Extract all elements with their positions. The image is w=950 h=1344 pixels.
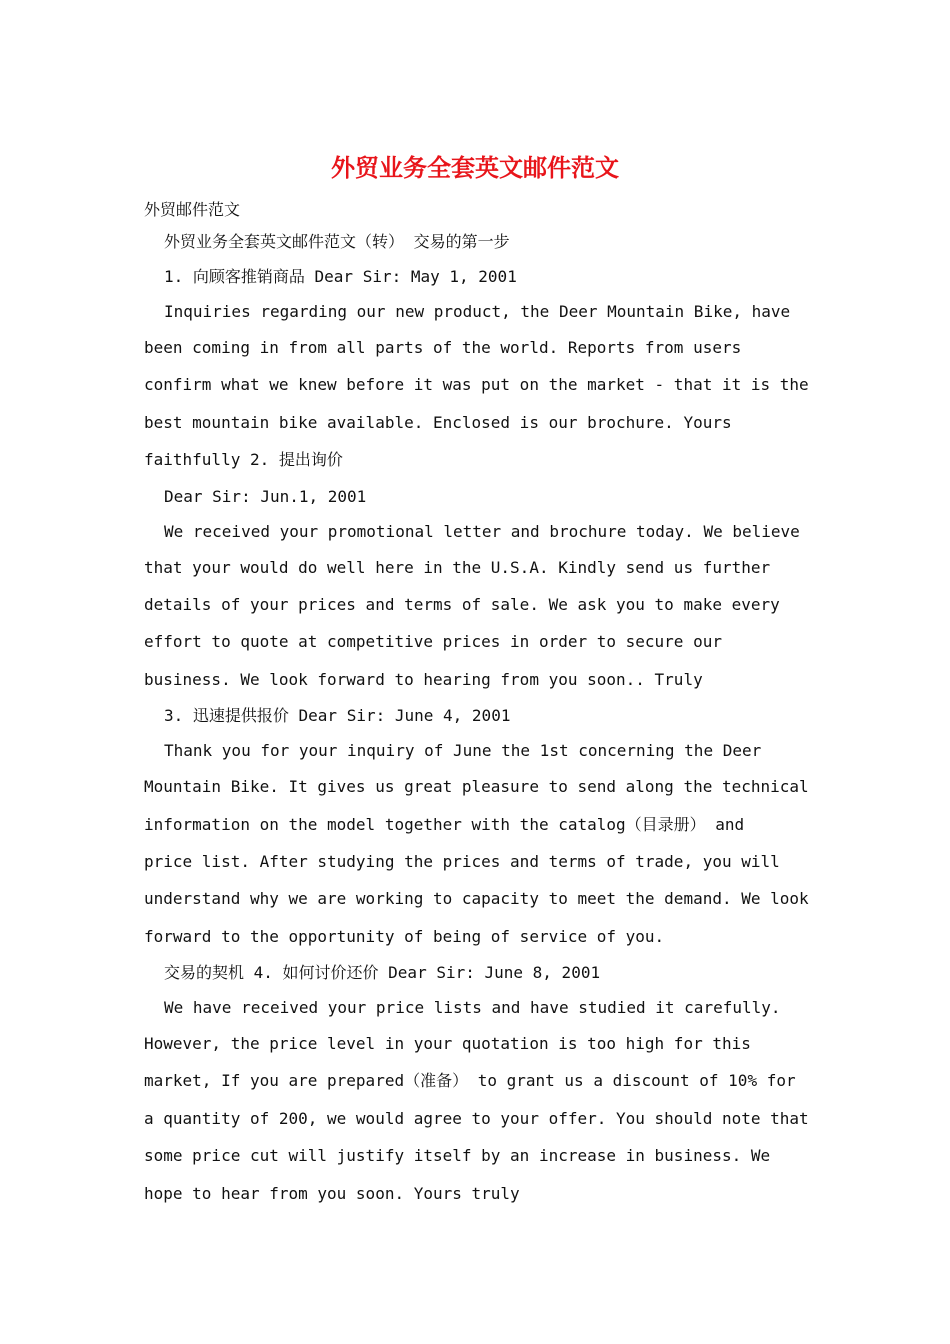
letter-2-line: We received your promotional letter and brochure today. We believe (164, 521, 800, 541)
letter-4-line: a quantity of 200, we would agree to your offer. You should note that (144, 1108, 809, 1128)
letter-3-line: understand why we are working to capacity to meet the demand. We look (144, 889, 809, 909)
letter-1-header: 1. 向顾客推销商品 Dear Sir: May 1, 2001 (164, 267, 517, 286)
section-heading: 外贸邮件范文 (144, 200, 241, 219)
letter-4-line: some price cut will justify itself by an increase in business. We (144, 1146, 771, 1166)
document-title: 外贸业务全套英文邮件范文 (331, 153, 619, 182)
letter-1-line: faithfully 2. 提出询价 (144, 450, 343, 470)
letter-1-line: Inquiries regarding our new product, the Deer Mountain Bike, have (164, 302, 791, 321)
letter-2-header: Dear Sir: Jun.1, 2001 (164, 486, 367, 506)
letter-2-line: effort to quote at competitive prices in order to secure our (144, 632, 722, 652)
letter-3-line: price list. After studying the prices and terms of trade, you will (144, 851, 780, 871)
letter-4-header: 交易的契机 4. 如何讨价还价 Dear Sir: June 8, 2001 (164, 963, 601, 983)
letter-3-line: Mountain Bike. It gives us great pleasure to send along the technical (144, 777, 809, 797)
letter-1-line: best mountain bike available. Enclosed is our brochure. Yours (144, 412, 732, 432)
letter-4-line: However, the price level in your quotation is too high for this (144, 1034, 751, 1054)
letter-2-line: that your would do well here in the U.S.A. Kindly send us further (144, 557, 771, 577)
letter-3-line: Thank you for your inquiry of June the 1st concerning the Deer (164, 741, 762, 761)
letter-4-line: hope to hear from you soon. Yours truly (144, 1183, 520, 1203)
subtitle-line: 外贸业务全套英文邮件范文（转） 交易的第一步 (164, 232, 510, 251)
letter-3-header: 3. 迅速提供报价 Dear Sir: June 4, 2001 (164, 706, 511, 726)
letter-1-line: confirm what we knew before it was put on the market - that it is the (144, 375, 809, 395)
letter-4-line: market, If you are prepared（准备） to grant us a discount of 10% for (144, 1071, 796, 1091)
letter-2-line: business. We look forward to hearing from you soon.. Truly (144, 669, 703, 689)
letter-1-line: been coming in from all parts of the world. Reports from users (144, 338, 742, 357)
letter-3-line: forward to the opportunity of being of service of you. (144, 926, 665, 946)
letter-2-line: details of your prices and terms of sale. We ask you to make every (144, 594, 780, 614)
letter-4-line: We have received your price lists and have studied it carefully. (164, 998, 781, 1018)
letter-3-line: information on the model together with the catalog（目录册） and (144, 814, 745, 834)
document-body (144, 196, 808, 1212)
